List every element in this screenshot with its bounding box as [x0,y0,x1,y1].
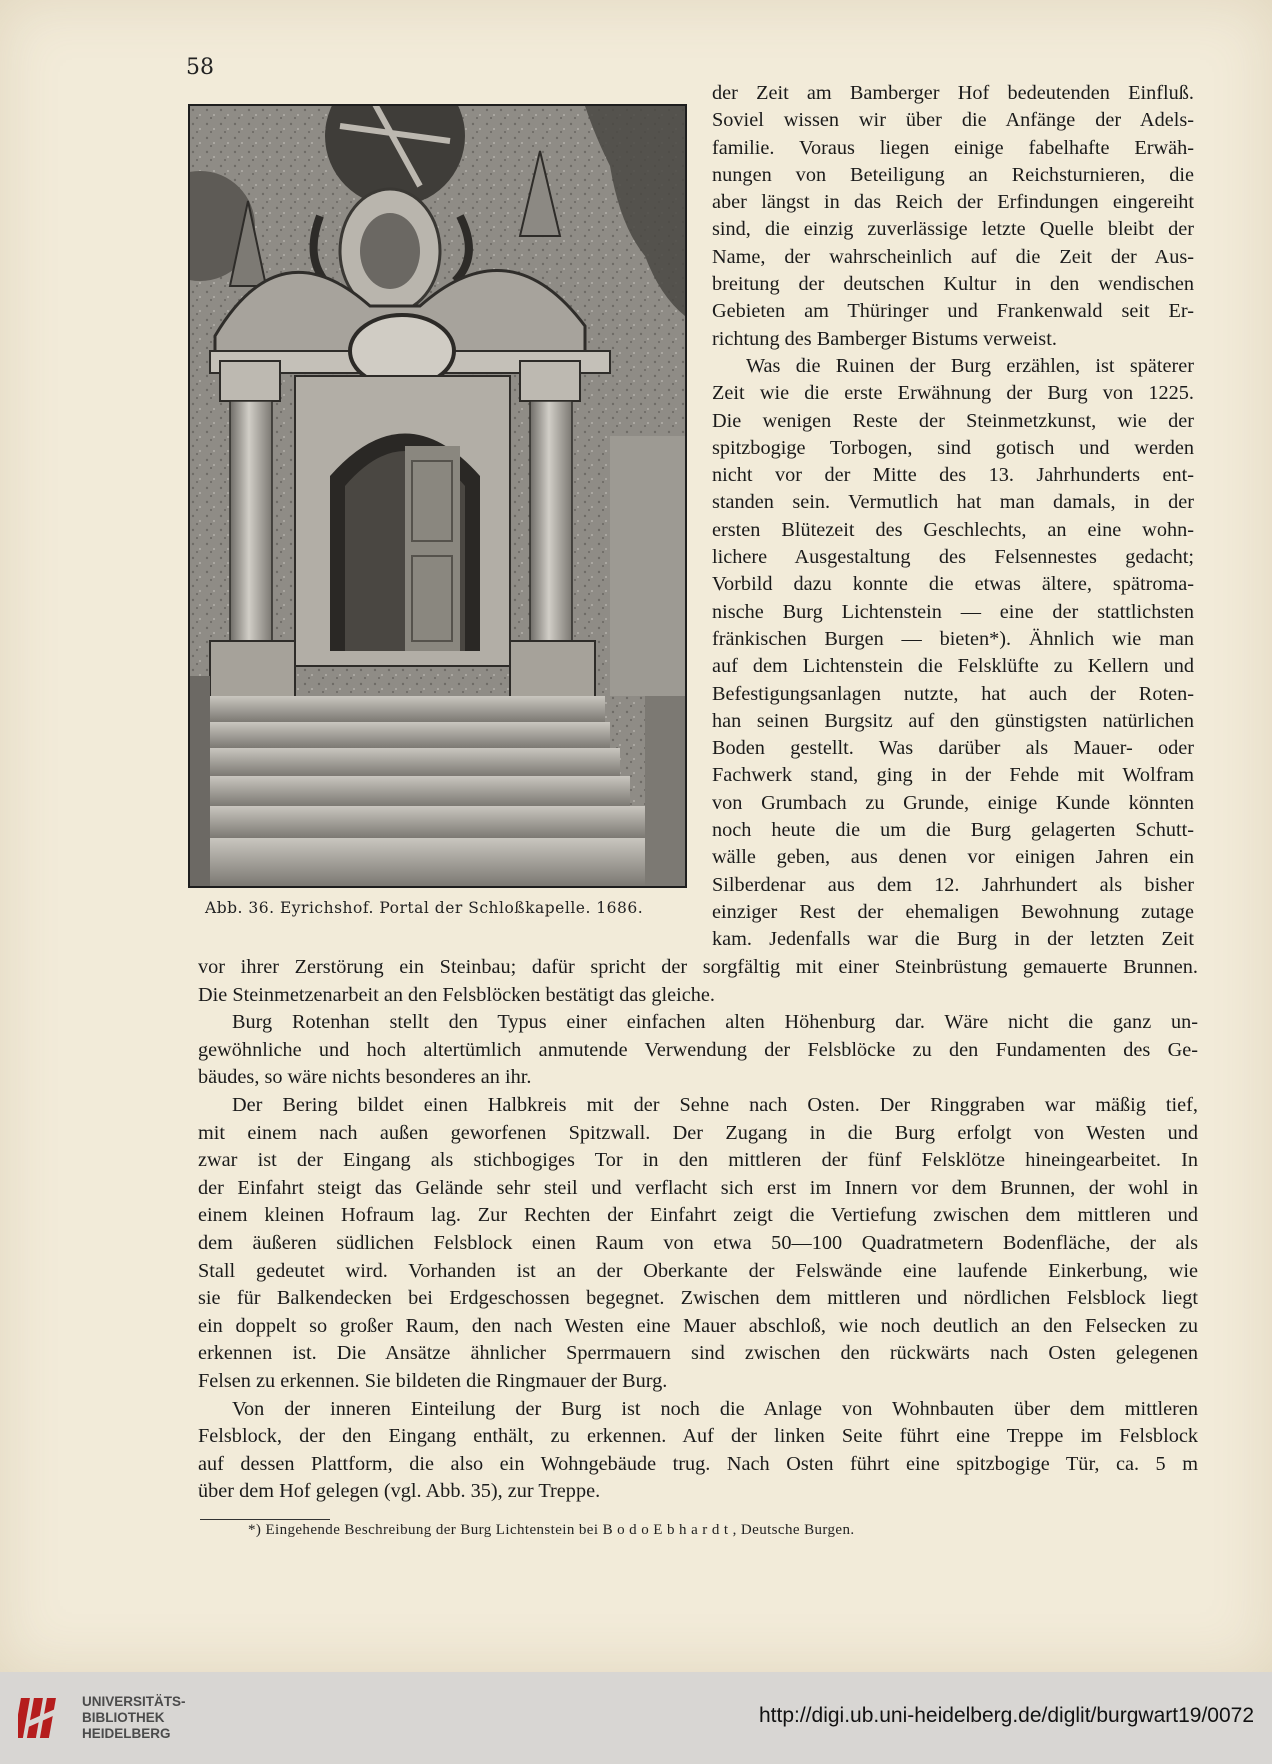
text-line: sie für Balkendecken bei Erdgeschossen begegnet. Zwischen dem mittleren und nördlichen Felsblock liegt [198,1287,1198,1310]
text-line: nische Burg Lichtenstein — eine der stattlichsten [712,600,1194,623]
text-line: Felsblock, der den Eingang enthält, zu erkennen. Auf der linken Seite führt eine Treppe im Felsblock [198,1425,1198,1448]
library-name-line: UNIVERSITÄTS- [82,1694,186,1709]
text-line: einziger Rest der ehemaligen Bewohnung zutage [712,900,1194,923]
text-line: fränkischen Burgen — bieten*). Ähnlich wie man [712,627,1194,650]
text-line: Der Bering bildet einen Halbkreis mit der Sehne nach Osten. Der Ringgraben war mäßig tief, [232,1093,1198,1116]
text-line: sind, die einzig zuverlässige letzte Quelle bleibt der [712,218,1194,241]
text-line: richtung des Bamberger Bistums verweist. [712,327,1057,350]
text-line: lichere Ausgestaltung des Felsennestes gedacht; [712,546,1194,569]
text-line: Zeit wie die erste Erwähnung der Burg von 1225. [712,382,1194,405]
text-line: breitung der deutschen Kultur in den wendischen [712,273,1194,296]
footnote: *) Eingehende Beschreibung der Burg Lichtenstein bei B o d o E b h a r d t , Deutsche Burgen. [248,1522,855,1538]
text-line: Gebieten am Thüringer und Frankenwald seit Er- [712,300,1194,323]
text-line: gewöhnliche und hoch altertümlich anmutende Verwendung der Felsblöcke zu den Fundamenten des Ge- [198,1038,1198,1061]
library-name-line: HEIDELBERG [82,1726,171,1741]
text-line: bäudes, so wäre nichts besonderes an ihr. [198,1066,532,1089]
text-line: Boden gestellt. Was darüber als Mauer- oder [712,737,1194,760]
text-line: Burg Rotenhan stellt den Typus einer einfachen alten Höhenburg dar. Wäre nicht die ganz un- [232,1011,1198,1034]
footnote-rule [200,1519,330,1520]
text-line: dem äußeren südlichen Felsblock einen Raum von etwa 50—100 Quadratmetern Bodenfläche, der als [198,1231,1198,1254]
library-name [82,1694,186,1742]
text-line: vor ihrer Zerstörung ein Steinbau; dafür spricht der sorgfältig mit einer Steinbrüstung gemauerte Brunnen. [198,956,1198,978]
text-line: Vorbild dazu konnte die etwas ältere, spätroma- [712,573,1194,596]
library-name-line: BIBLIOTHEK [82,1710,165,1725]
text-line: noch heute die um die Burg gelagerten Schutt- [712,819,1194,842]
text-line: standen sein. Vermutlich hat man damals, in der [712,491,1194,514]
text-line: der Zeit am Bamberger Hof bedeutenden Einfluß. [712,82,1194,104]
text-line: Die Steinmetzenarbeit an den Felsblöcken bestätigt das gleiche. [198,983,716,1006]
figure-caption: Abb. 36. Eyrichshof. Portal der Schloßkapelle. 1686. [205,899,644,917]
text-line: Befestigungsanlagen nutzte, hat auch der Roten- [712,682,1194,705]
text-line: aber längst in das Reich der Erfindungen eingereiht [712,191,1194,214]
text-line: Von der inneren Einteilung der Burg ist noch die Anlage von Wohnbauten über dem mittleren [232,1397,1198,1420]
text-line: spitzbogige Torbogen, sind gotisch und werden [712,436,1194,459]
text-line: von Grumbach zu Grunde, einige Kunde könnten [712,791,1194,814]
text-line: Stall gedeutet wird. Vorhanden ist an der Oberkante der Felswände eine laufende Einkerbung, wie [198,1259,1198,1282]
text-line: einem kleinen Hofraum lag. Zur Rechten der Einfahrt zeigt die Vertiefung zwischen dem mittleren und [198,1204,1198,1227]
library-logo-icon [18,1692,70,1744]
text-line: auf dessen Plattform, die also ein Wohngebäude trug. Nach Osten führt eine spitzbogige Tür, ca. 5 m [198,1452,1198,1475]
right-column-text [712,80,1194,954]
text-line: Name, der wahrscheinlich auf die Zeit der Aus- [712,245,1194,268]
text-line: mit einem nach außen geworfenen Spitzwall. Der Zugang in die Burg erfolgt von Westen und [198,1121,1198,1144]
text-line: han seinen Burgsitz auf den günstigsten natürlichen [712,709,1194,732]
text-line: Felsen zu erkennen. Sie bildeten die Ringmauer der Burg. [198,1369,668,1392]
text-line: wälle geben, aus denen vor einigen Jahren ein [712,846,1194,869]
text-line: Was die Ruinen der Burg erzählen, ist späterer [746,354,1194,377]
text-line: auf dem Lichtenstein die Felsklüfte zu Kellern und [712,655,1194,678]
figure-photo-portal [188,104,687,888]
text-line: Silberdenar aus dem 12. Jahrhundert als bisher [712,873,1194,896]
page-number: 58 [186,55,214,80]
text-line: Fachwerk stand, ging in der Fehde mit Wolfram [712,764,1194,787]
text-line: kam. Jedenfalls war die Burg in der letzten Zeit [712,928,1194,951]
text-line: nicht vor der Mitte des 13. Jahrhunderts ent- [712,464,1194,487]
text-line: familie. Voraus liegen einige fabelhafte Erwäh- [712,136,1194,159]
source-url[interactable]: http://digi.ub.uni-heidelberg.de/diglit/burgwart19/0072 [758,1704,1254,1727]
text-line: Die wenigen Reste der Steinmetzkunst, wie der [712,409,1194,432]
text-line: nungen von Beteiligung an Reichsturnieren, die [712,163,1194,186]
text-line: erkennen ist. Die Ansätze ähnlicher Sperrmauern sind zwischen den rückwärts nach Osten gelegenen [198,1342,1198,1365]
text-line: ein doppelt so großer Raum, den nach Westen eine Mauer abschloß, wie noch deutlich an den Felsecken zu [198,1314,1198,1337]
text-line: über dem Hof gelegen (vgl. Abb. 35), zur Treppe. [198,1480,601,1503]
text-line: Soviel wissen wir über die Anfänge der Adels- [712,109,1194,132]
digitization-footer [0,1672,1272,1764]
text-line: der Einfahrt steigt das Gelände sehr steil und verflacht sich erst im Innern vor dem Brunnen, der wohl in [198,1176,1198,1199]
text-line: ersten Blütezeit des Geschlechts, an eine wohn- [712,518,1194,541]
text-line: zwar ist der Eingang als stichbogiges Tor in den mittleren der fünf Felsklötze hineingearbeitet. In [198,1149,1198,1172]
full-width-text [198,954,1198,1506]
